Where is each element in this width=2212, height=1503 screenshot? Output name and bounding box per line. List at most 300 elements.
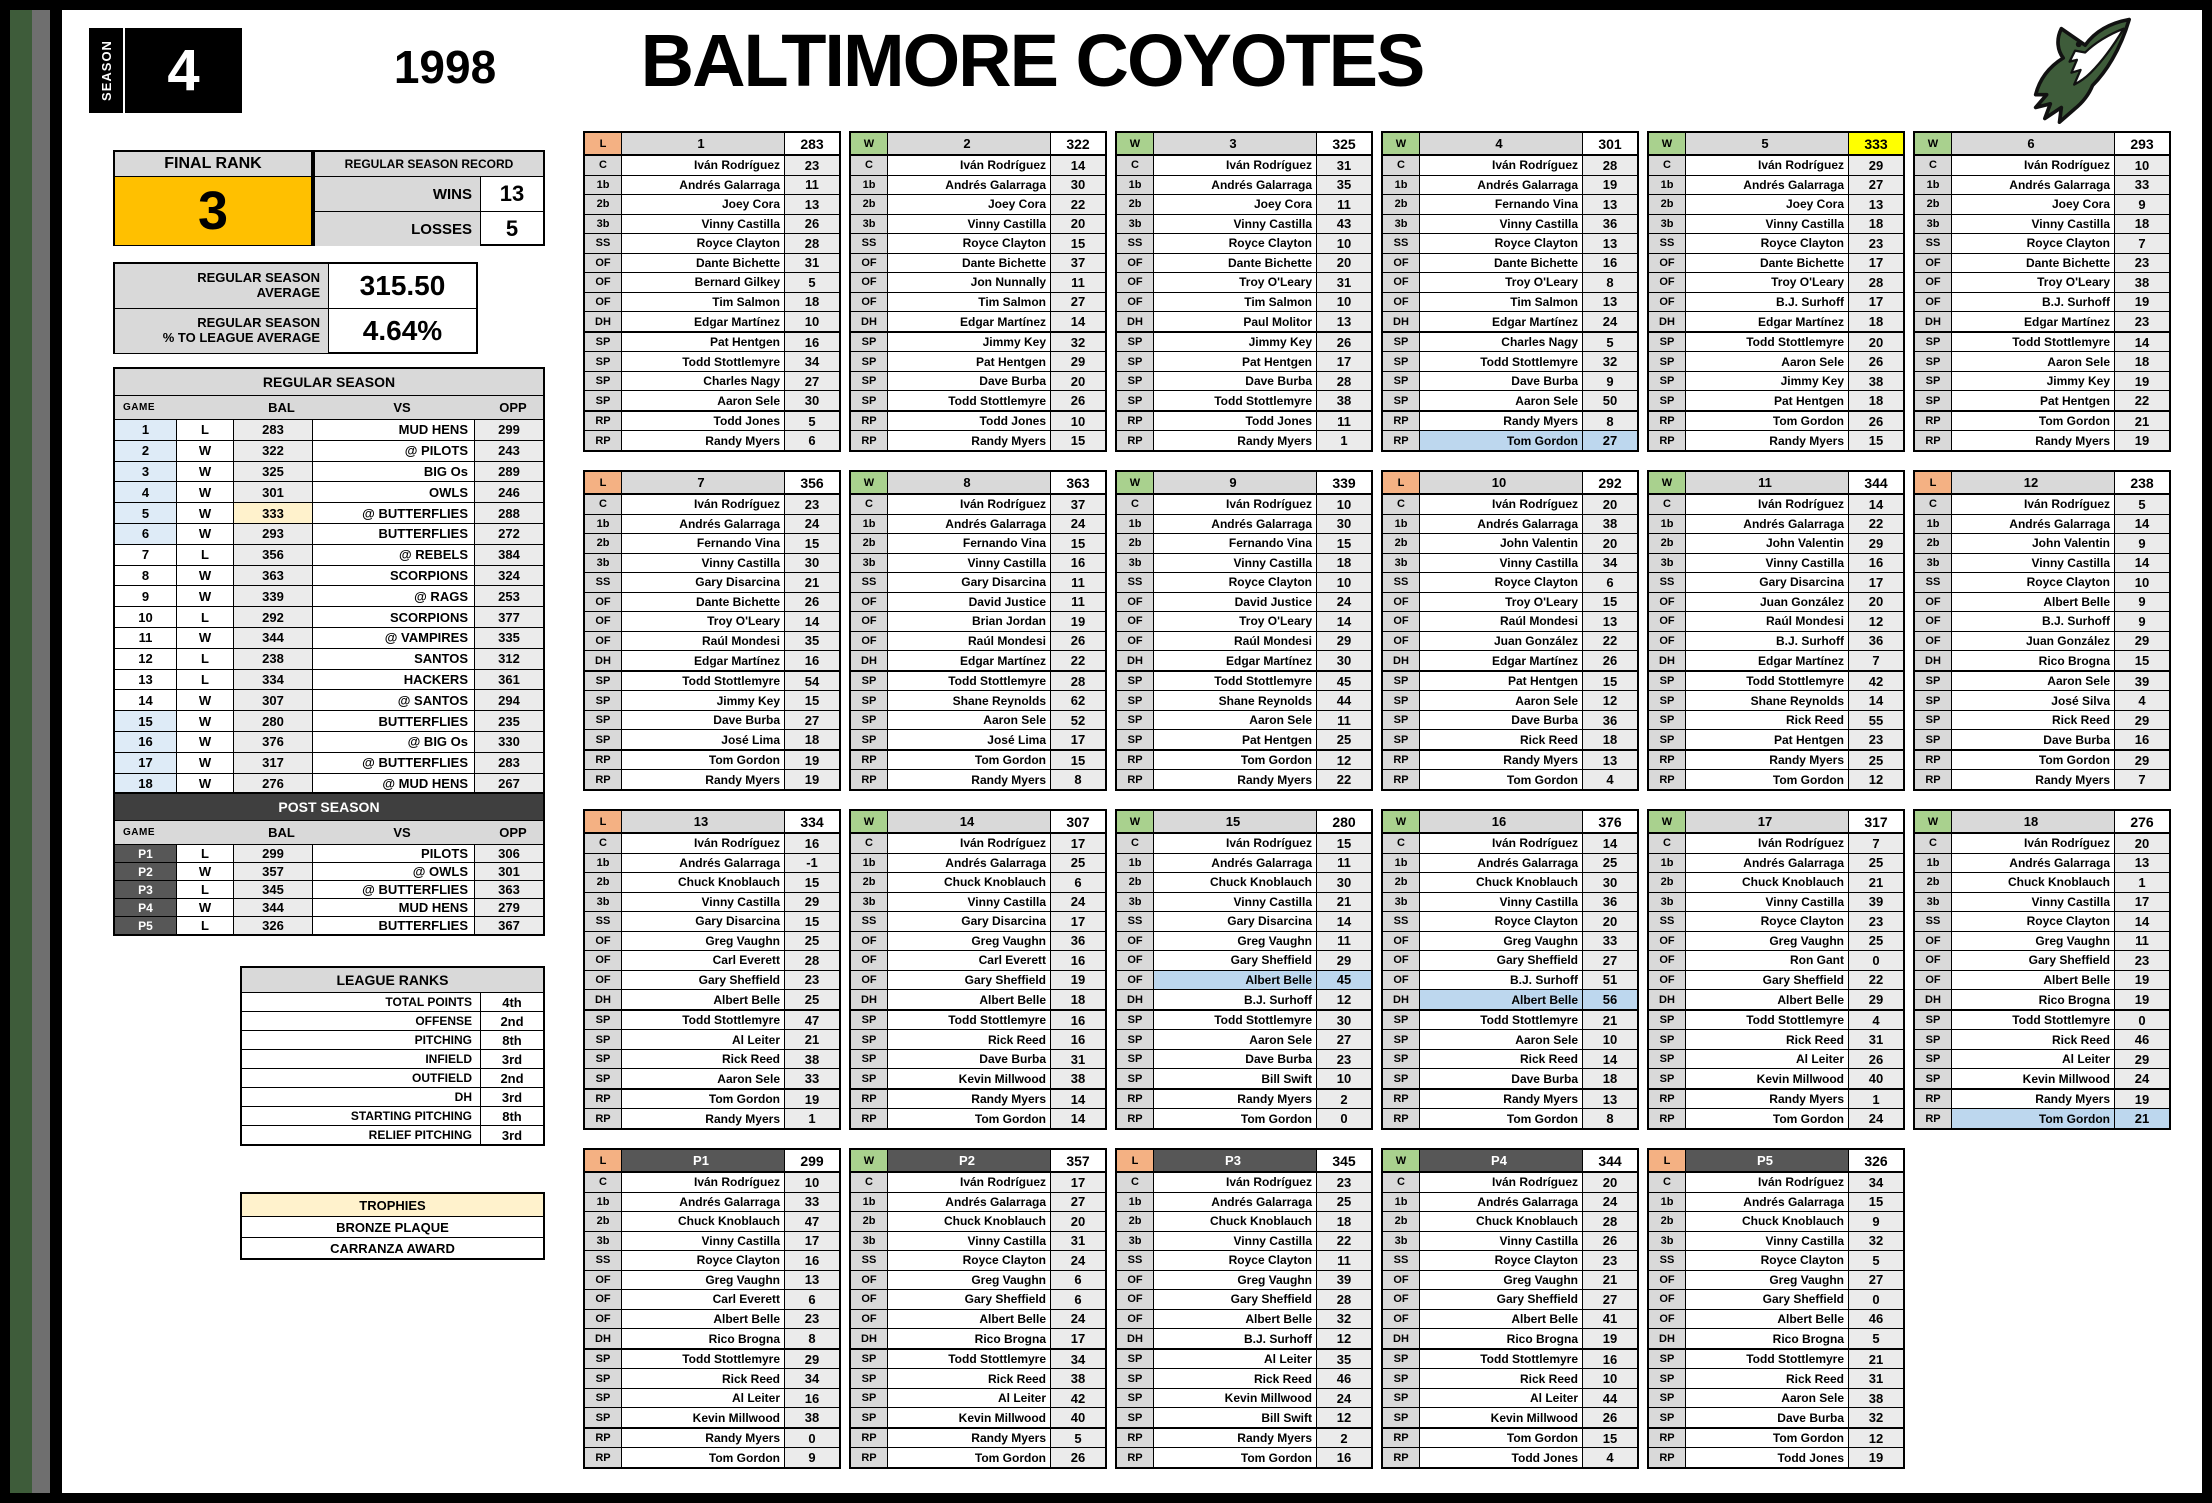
player-name-cell: Dante Bichette <box>2025 255 2110 270</box>
points-cell: 24 <box>2114 1069 2169 1088</box>
player-name-cell: Troy O'Leary <box>1239 275 1312 290</box>
position-cell: DH <box>1117 312 1154 331</box>
player-name-cell: Iván Rodríguez <box>2023 158 2110 173</box>
player-row <box>851 431 1105 450</box>
player-name-cell: Pat Hentgen <box>1241 732 1312 747</box>
points-cell: 22 <box>1050 195 1105 214</box>
points-cell: 20 <box>1582 912 1637 931</box>
points-cell: 24 <box>1316 1389 1371 1408</box>
score-cell: 376 <box>1582 811 1637 832</box>
points-cell: 38 <box>784 1408 839 1427</box>
player-name-cell: Gary Sheffield <box>698 972 780 987</box>
position-cell: OF <box>1649 1290 1686 1309</box>
position-cell: RP <box>1649 1090 1686 1109</box>
player-row <box>1117 1251 1371 1271</box>
points-cell: 28 <box>1316 372 1371 391</box>
result-cell: W <box>1383 811 1420 832</box>
opponent-score-cell: 243 <box>475 441 543 461</box>
result-cell: L <box>1117 1150 1154 1171</box>
player-name-cell: Royce Clayton <box>1228 575 1312 590</box>
points-cell: 15 <box>1582 672 1637 691</box>
player-name-cell: Dante Bichette <box>695 255 780 270</box>
player-name-cell: Andrés Galarraga <box>679 177 780 192</box>
rank-category-label: TOTAL POINTS <box>242 993 481 1011</box>
player-row <box>851 1193 1105 1213</box>
points-cell: 21 <box>784 573 839 592</box>
points-cell: 9 <box>1582 372 1637 391</box>
points-cell: 35 <box>1316 176 1371 195</box>
player-name-cell: B.J. Surhoff <box>1244 992 1312 1007</box>
position-cell: OF <box>1915 612 1952 631</box>
points-cell: 25 <box>1050 854 1105 873</box>
player-name-cell: Kevin Millwood <box>1224 1391 1312 1406</box>
position-cell: RP <box>1915 1090 1952 1109</box>
position-cell: OF <box>1915 932 1952 951</box>
player-row <box>1649 1271 1903 1291</box>
position-cell: SP <box>1649 352 1686 371</box>
position-cell: OF <box>1649 293 1686 312</box>
opponent-score-cell: 367 <box>475 917 543 934</box>
points-cell: 23 <box>1848 730 1903 749</box>
position-cell: SS <box>1649 1251 1686 1270</box>
points-cell: 16 <box>1050 554 1105 573</box>
points-cell: 29 <box>1848 534 1903 553</box>
points-cell: 31 <box>1050 1232 1105 1251</box>
points-cell: 5 <box>784 273 839 292</box>
season-badge <box>89 28 242 113</box>
position-cell: 2b <box>1383 1212 1420 1231</box>
player-row <box>1117 873 1371 893</box>
player-name-cell: Dante Bichette <box>1493 255 1578 270</box>
player-row <box>1649 573 1903 593</box>
player-row <box>1117 293 1371 313</box>
position-cell: 2b <box>1649 195 1686 214</box>
player-name-cell: Edgar Martínez <box>1491 653 1578 668</box>
position-cell: 2b <box>851 1212 888 1231</box>
season-year: 1998 <box>393 41 497 93</box>
player-name-cell: Iván Rodríguez <box>693 158 780 173</box>
player-row <box>1117 1350 1371 1370</box>
league-rank-row <box>242 1012 543 1031</box>
points-cell: 10 <box>1316 495 1371 514</box>
position-cell: DH <box>585 651 622 670</box>
points-cell: 18 <box>1316 1212 1371 1231</box>
game-box-header <box>585 133 839 156</box>
player-row <box>1649 1193 1903 1213</box>
points-cell: 19 <box>2114 971 2169 990</box>
position-cell: OF <box>851 1271 888 1290</box>
points-cell: 23 <box>784 156 839 175</box>
player-name-cell: Tom Gordon <box>1506 1431 1578 1446</box>
pct-to-league-value: 4.64% <box>362 315 443 346</box>
position-cell: RP <box>1915 751 1952 770</box>
points-cell: 38 <box>784 1050 839 1069</box>
points-cell: 15 <box>1050 751 1105 770</box>
game-box-header <box>1649 133 1903 156</box>
points-cell: 17 <box>1848 293 1903 312</box>
position-cell: OF <box>585 254 622 273</box>
wins-label: WINS <box>315 177 481 211</box>
player-name-cell: Tim Salmon <box>712 294 780 309</box>
game-box-header <box>1649 811 1903 834</box>
player-row <box>1649 254 1903 274</box>
points-cell: 14 <box>1582 834 1637 853</box>
position-cell: SP <box>1649 1350 1686 1369</box>
player-name-cell: Iván Rodríguez <box>1491 1175 1578 1190</box>
player-name-cell: Dave Burba <box>1511 713 1578 728</box>
player-row <box>585 1069 839 1090</box>
position-cell: 2b <box>1915 195 1952 214</box>
points-cell: 14 <box>2114 333 2169 352</box>
position-cell: C <box>851 834 888 853</box>
game-box-14 <box>849 809 1107 1130</box>
player-name-cell: Gary Disarcina <box>961 914 1046 929</box>
points-cell: 31 <box>1316 273 1371 292</box>
opponent-cell: BUTTERFLIES <box>313 917 475 934</box>
player-name-cell: Andrés Galarraga <box>2009 855 2110 870</box>
points-cell: 13 <box>2114 854 2169 873</box>
points-cell: 16 <box>1050 1030 1105 1049</box>
player-row <box>1383 1448 1637 1467</box>
league-ranks-block <box>240 966 545 1146</box>
player-row <box>1915 971 2169 991</box>
player-name-cell: Edgar Martínez <box>1757 314 1844 329</box>
player-name-cell: John Valentin <box>1765 536 1844 551</box>
season-game-row <box>115 732 543 753</box>
player-row <box>1117 1050 1371 1070</box>
player-name-cell: Randy Myers <box>705 1111 780 1126</box>
rank-category-label: RELIEF PITCHING <box>242 1126 481 1144</box>
rank-value: 2nd <box>500 1070 524 1086</box>
player-row <box>1649 632 1903 652</box>
team-score-cell: 376 <box>234 732 313 752</box>
position-cell: SP <box>1649 372 1686 391</box>
player-row <box>585 893 839 913</box>
player-row <box>585 431 839 450</box>
points-cell: 19 <box>2114 431 2169 450</box>
points-cell: 1 <box>1316 431 1371 450</box>
player-row <box>1383 554 1637 574</box>
player-row <box>585 273 839 293</box>
points-cell: 29 <box>2114 632 2169 651</box>
player-name-cell: Tim Salmon <box>1510 294 1578 309</box>
position-cell: OF <box>585 293 622 312</box>
game-box-header <box>585 811 839 834</box>
player-row <box>1649 1090 1903 1110</box>
player-row <box>851 651 1105 672</box>
position-cell: OF <box>1649 1271 1686 1290</box>
position-cell: OF <box>585 1310 622 1329</box>
position-cell: 3b <box>1117 893 1154 912</box>
position-cell: 2b <box>1117 873 1154 892</box>
player-row <box>851 854 1105 874</box>
position-cell: C <box>1383 495 1420 514</box>
position-cell: SP <box>1915 352 1952 371</box>
player-name-cell: Randy Myers <box>2035 772 2110 787</box>
player-name-cell: Royce Clayton <box>2026 575 2110 590</box>
result-cell: W <box>1649 811 1686 832</box>
result-cell: L <box>585 472 622 493</box>
player-row <box>851 312 1105 333</box>
position-cell: 2b <box>1383 195 1420 214</box>
game-box-15 <box>1115 809 1373 1130</box>
player-name-cell: Todd Stottlemyre <box>1746 674 1844 689</box>
player-name-cell: Randy Myers <box>1503 1092 1578 1107</box>
player-name-cell: Randy Myers <box>1237 772 1312 787</box>
points-cell: 31 <box>1848 1030 1903 1049</box>
player-row <box>1649 1310 1903 1330</box>
result-cell: W <box>177 899 234 916</box>
player-row <box>851 1389 1105 1409</box>
player-name-cell: Dante Bichette <box>1759 255 1844 270</box>
player-name-cell: Randy Myers <box>1769 1092 1844 1107</box>
result-cell: L <box>585 1150 622 1171</box>
position-cell: SP <box>851 711 888 730</box>
game-box-P3 <box>1115 1148 1373 1469</box>
player-row <box>1383 156 1637 176</box>
player-name-cell: Greg Vaughn <box>2035 933 2110 948</box>
player-row <box>1117 1271 1371 1291</box>
player-name-cell: Randy Myers <box>1503 753 1578 768</box>
position-cell: SP <box>1117 1030 1154 1049</box>
points-cell: 22 <box>1582 632 1637 651</box>
position-cell: 1b <box>1383 176 1420 195</box>
player-row <box>1649 873 1903 893</box>
player-row <box>585 1090 839 1110</box>
position-cell: SP <box>585 672 622 691</box>
points-cell: 20 <box>1848 333 1903 352</box>
points-cell: 26 <box>784 593 839 612</box>
player-name-cell: Randy Myers <box>705 433 780 448</box>
player-name-cell: Al Leiter <box>997 1391 1046 1406</box>
player-row <box>1915 990 2169 1011</box>
season-game-row <box>115 670 543 691</box>
opponent-score-cell: 288 <box>475 503 543 523</box>
points-cell: 25 <box>1582 854 1637 873</box>
player-name-cell: Brian Jordan <box>971 614 1046 629</box>
player-name-cell: B.J. Surhoff <box>2042 294 2110 309</box>
points-cell: 29 <box>2114 711 2169 730</box>
player-row <box>1117 1030 1371 1050</box>
player-name-cell: Tim Salmon <box>978 294 1046 309</box>
player-row <box>1915 254 2169 274</box>
game-number-cell: 2 <box>115 441 177 461</box>
player-name-cell: Royce Clayton <box>1494 1253 1578 1268</box>
player-row <box>1117 1389 1371 1409</box>
player-row <box>851 1030 1105 1050</box>
player-name-cell: Todd Stottlemyre <box>2012 1013 2110 1028</box>
player-row <box>1383 971 1637 991</box>
player-name-cell: Vinny Castilla <box>1233 1233 1312 1248</box>
player-name-cell: Vinny Castilla <box>1233 555 1312 570</box>
player-row <box>1915 1011 2169 1031</box>
game-box-13 <box>583 809 841 1130</box>
points-cell: 16 <box>784 834 839 853</box>
player-name-cell: Todd Stottlemyre <box>1480 354 1578 369</box>
points-cell: 16 <box>1050 951 1105 970</box>
points-cell: 35 <box>784 632 839 651</box>
position-cell: SS <box>1383 573 1420 592</box>
player-row <box>585 990 839 1011</box>
player-name-cell: Todd Stottlemyre <box>1746 1352 1844 1367</box>
position-cell: 3b <box>585 1232 622 1251</box>
points-cell: 31 <box>1316 156 1371 175</box>
player-name-cell: Rick Reed <box>1519 732 1578 747</box>
points-cell: 34 <box>1848 1173 1903 1192</box>
season-game-row <box>115 524 543 545</box>
player-name-cell: Charles Nagy <box>703 374 780 389</box>
points-cell: 36 <box>1582 893 1637 912</box>
points-cell: 14 <box>1050 156 1105 175</box>
player-name-cell: Vinny Castilla <box>1233 216 1312 231</box>
position-cell: SP <box>585 1030 622 1049</box>
player-name-cell: Dave Burba <box>713 713 780 728</box>
points-cell: 30 <box>1316 651 1371 670</box>
position-cell: 1b <box>851 1193 888 1212</box>
points-cell: 28 <box>1316 1290 1371 1309</box>
player-row <box>1649 951 1903 971</box>
player-name-cell: Rico Brogna <box>2038 992 2110 1007</box>
points-cell: 38 <box>1316 391 1371 410</box>
player-row <box>1383 391 1637 412</box>
position-cell: RP <box>851 1090 888 1109</box>
position-cell: SP <box>1383 333 1420 352</box>
position-cell: 2b <box>1915 873 1952 892</box>
player-row <box>1649 1329 1903 1350</box>
position-cell: SP <box>851 1030 888 1049</box>
position-cell: OF <box>1915 593 1952 612</box>
team-score-cell: 334 <box>234 670 313 690</box>
position-cell: OF <box>851 254 888 273</box>
position-cell: SP <box>1915 1050 1952 1069</box>
points-cell: 15 <box>2114 651 2169 670</box>
game-number-cell: 10 <box>115 607 177 627</box>
player-row <box>585 573 839 593</box>
player-name-cell: Albert Belle <box>2043 594 2110 609</box>
points-cell: 8 <box>1582 1109 1637 1128</box>
player-row <box>1649 651 1903 672</box>
position-cell: C <box>1117 1173 1154 1192</box>
points-cell: 19 <box>2114 293 2169 312</box>
player-name-cell: Shane Reynolds <box>952 693 1046 708</box>
player-name-cell: Royce Clayton <box>1228 1253 1312 1268</box>
position-cell: OF <box>585 971 622 990</box>
points-cell: 5 <box>1848 1329 1903 1348</box>
points-cell: 13 <box>1848 195 1903 214</box>
points-cell: 17 <box>1050 834 1105 853</box>
position-cell: SP <box>1915 730 1952 749</box>
player-name-cell: Greg Vaughn <box>1503 1272 1578 1287</box>
position-cell: OF <box>851 632 888 651</box>
position-cell: SP <box>851 730 888 749</box>
position-cell: OF <box>1649 254 1686 273</box>
position-cell: RP <box>585 1109 622 1128</box>
position-cell: 1b <box>851 515 888 534</box>
opponent-score-cell: 235 <box>475 711 543 731</box>
position-cell: OF <box>1649 932 1686 951</box>
position-cell: SP <box>1915 1030 1952 1049</box>
player-row <box>851 273 1105 293</box>
player-name-cell: Carl Everett <box>978 953 1046 968</box>
points-cell: 28 <box>1050 672 1105 691</box>
points-cell: 8 <box>1582 273 1637 292</box>
points-cell: 27 <box>1848 1271 1903 1290</box>
player-row <box>1117 854 1371 874</box>
left-stripe-black <box>50 10 62 1493</box>
points-cell: 20 <box>1050 372 1105 391</box>
points-cell: 29 <box>784 1350 839 1369</box>
game-number-cell: 9 <box>1154 472 1316 493</box>
position-cell: 1b <box>1117 1193 1154 1212</box>
points-cell: 10 <box>1050 412 1105 431</box>
opponent-score-cell: 330 <box>475 732 543 752</box>
position-cell: RP <box>851 412 888 431</box>
post-season-table <box>113 792 545 936</box>
position-cell: SP <box>1649 1011 1686 1030</box>
position-cell: 3b <box>1383 215 1420 234</box>
position-cell: OF <box>1117 254 1154 273</box>
position-cell: DH <box>1117 651 1154 670</box>
points-cell: 21 <box>1582 1271 1637 1290</box>
result-cell: L <box>1915 472 1952 493</box>
game-box-header <box>851 133 1105 156</box>
position-cell: 1b <box>851 854 888 873</box>
player-row <box>851 176 1105 196</box>
game-number-cell: 12 <box>115 649 177 669</box>
player-row <box>1117 990 1371 1011</box>
points-cell: 13 <box>1582 234 1637 253</box>
player-row <box>1117 711 1371 731</box>
season-label-strip <box>89 28 125 113</box>
player-row <box>585 854 839 874</box>
points-cell: 13 <box>784 195 839 214</box>
player-name-cell: Andrés Galarraga <box>679 516 780 531</box>
position-cell: OF <box>1383 971 1420 990</box>
position-cell: RP <box>585 770 622 789</box>
player-row <box>851 1429 1105 1449</box>
player-name-cell: Edgar Martínez <box>693 314 780 329</box>
player-name-cell: José Lima <box>721 732 780 747</box>
position-cell: C <box>1649 1173 1686 1192</box>
points-cell: -1 <box>784 854 839 873</box>
points-cell: 26 <box>1582 1232 1637 1251</box>
game-number-cell: P1 <box>115 845 177 862</box>
position-cell: RP <box>585 412 622 431</box>
game-number-cell: P4 <box>1420 1150 1582 1171</box>
player-name-cell: Iván Rodríguez <box>959 836 1046 851</box>
player-name-cell: Greg Vaughn <box>1237 1272 1312 1287</box>
opponent-score-cell: 283 <box>475 753 543 773</box>
player-name-cell: David Justice <box>1234 594 1312 609</box>
position-cell: OF <box>1383 254 1420 273</box>
player-row <box>851 912 1105 932</box>
position-cell: SP <box>1649 730 1686 749</box>
player-row <box>1915 1109 2169 1128</box>
position-cell: SP <box>585 372 622 391</box>
player-row <box>1649 593 1903 613</box>
points-cell: 20 <box>1050 1212 1105 1231</box>
player-row <box>585 391 839 412</box>
team-score-cell: 292 <box>234 607 313 627</box>
position-cell: SP <box>1117 352 1154 371</box>
game-number-cell: P2 <box>115 863 177 880</box>
points-cell: 1 <box>1848 1090 1903 1109</box>
opponent-cell: @ RAGS <box>313 586 475 606</box>
player-name-cell: Randy Myers <box>1769 753 1844 768</box>
points-cell: 18 <box>2114 352 2169 371</box>
points-cell: 27 <box>1582 431 1637 450</box>
points-cell: 5 <box>1050 1429 1105 1448</box>
